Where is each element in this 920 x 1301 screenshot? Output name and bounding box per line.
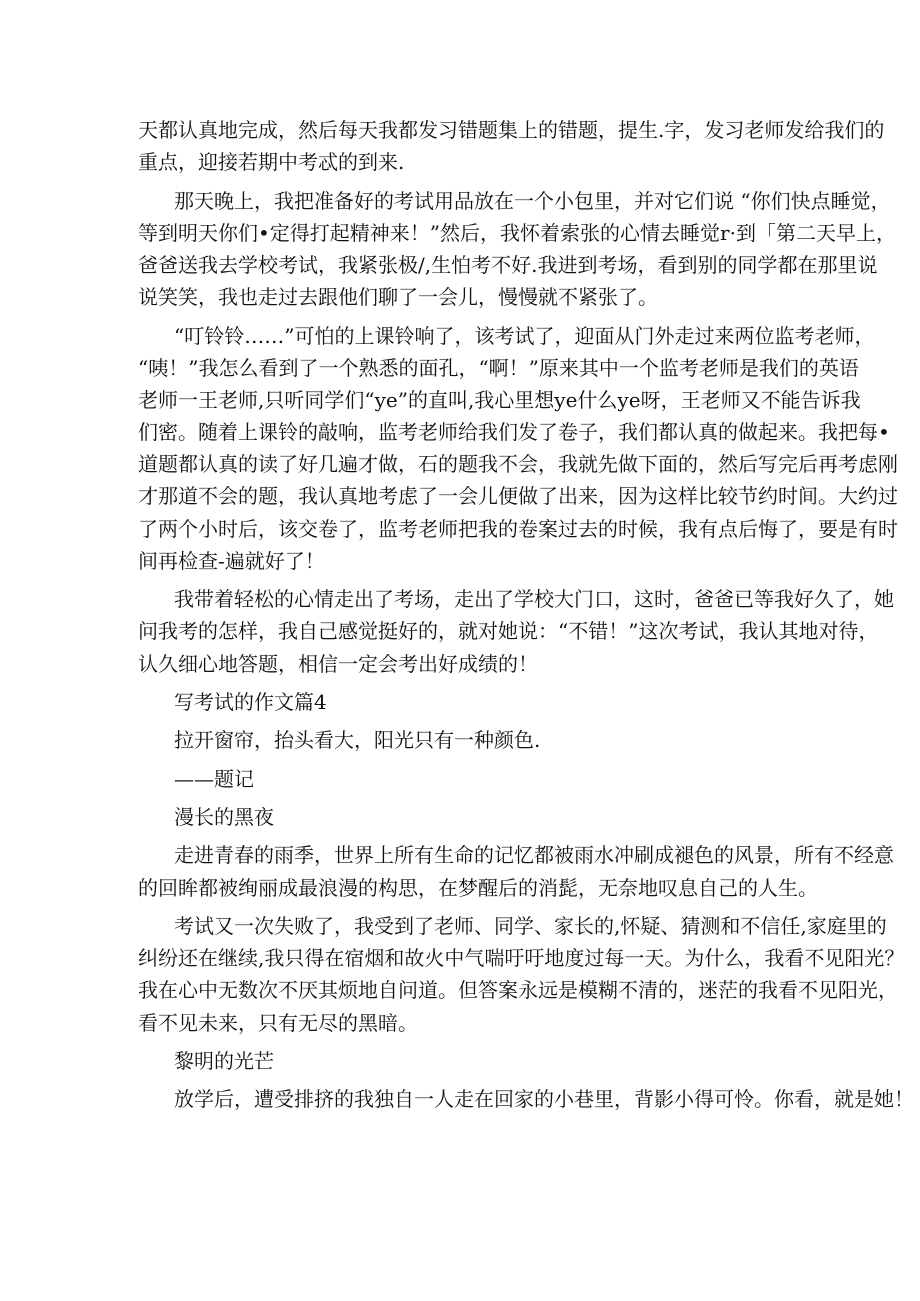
text-line: 间再检查-遍就好了！ xyxy=(138,548,325,573)
text-line: 等到明天你们•定得打起精神来！”然后，我怀着索张的心情去睡觉r·到「第二天早上， xyxy=(138,220,896,245)
text-line: 问我考的怎样，我自己感觉挺好的，就对她说：“不错！”这次考试，我认其地对待， xyxy=(138,619,879,644)
text-line: 那天晚上，我把准备好的考试用品放在一个小包里，并对它们说 “你们快点睡觉， xyxy=(174,188,891,213)
text-line: 拉开窗帘，抬头看大，阳光只有一种颜色. xyxy=(174,728,541,753)
text-line: 漫长的黑夜 xyxy=(174,805,274,830)
text-line: 说笑笑，我也走过去跟他们聊了一会儿，慢慢就不紧张了。 xyxy=(138,285,658,310)
text-line: 才那道不会的题，我认真地考虑了一会儿便做了出来，因为这样比较节约时间。大约过 xyxy=(138,484,898,509)
text-line: 天都认真地完成，然后每天我都发习错题集上的错题，提生.字，发习老师发给我们的 xyxy=(138,118,885,142)
text-line: 道题都认真的读了好几遍才做，石的题我不会，我就先做下面的，然后写完后再考虑刚 xyxy=(138,452,898,477)
text-line: 黎明的光芒 xyxy=(174,1048,274,1073)
text-line: “叮铃铃……”可怕的上课铃响了，该考试了，迎面从门外走过来两位监考老师， xyxy=(174,323,875,348)
text-line: 们密。随着上课铃的敲响，监考老师给我们发了卷子，我们都认真的做起来。我把每• xyxy=(138,420,890,445)
text-line: 考试又一次失败了，我受到了老师、同学、家长的,怀疑、猜测和不信任,家庭里的 xyxy=(174,914,887,938)
text-line: 老师一王老师,只听同学们“ye”的直叫,我心里想ye什么ye呀，王老师又不能告诉我 xyxy=(138,387,861,412)
text-line: 认久细心地答题，相信一定会考出好成绩的！ xyxy=(138,651,538,676)
text-line: 纠纷还在继续,我只得在宿烟和故火中气喘吁吁地度过每一天。为什么，我看不见阳光？ xyxy=(138,946,905,971)
text-line: 看不见未来，只有无尽的黑暗。 xyxy=(138,1010,418,1035)
text-line: 我带着轻松的心情走出了考场，走出了学校大门口，这时，爸爸已等我好久了，她 xyxy=(174,587,894,612)
text-line: 爸爸送我去学校考试，我紧张极/,生怕考不好.我进到考场，看到别的同学都在那里说 xyxy=(138,252,878,277)
essay-text xyxy=(138,114,914,1116)
text-line: 的回眸都被绚丽成最浪漫的构思，在梦醒后的消髭，无奈地叹息自己的人生。 xyxy=(138,875,818,900)
text-line: 重点，迎接若期中考忒的到来. xyxy=(138,150,405,175)
text-line: “咦！”我怎么看到了一个熟悉的面孔，“啊！”原来其中一个监考老师是我们的英语 xyxy=(138,355,859,380)
text-line: ——题记 xyxy=(174,766,254,791)
text-line: 我在心中无数次不厌其烦地自问道。但答案永远是模糊不清的，迷茫的我看不见阳光， xyxy=(138,978,898,1003)
text-line: 写考试的作文篇4 xyxy=(174,689,327,714)
text-line: 放学后，遭受排挤的我独自一人走在回家的小巷里，背影小得可怜。你看，就是她！ xyxy=(174,1087,914,1112)
text-line: 了两个小时后，该交卷了，监考老师把我的卷案过去的时候，我有点后悔了，要是有时 xyxy=(138,516,898,541)
text-line: 走进青春的雨季，世界上所有生命的记忆都被雨水冲刷成褪色的风景，所有不经意 xyxy=(174,843,894,868)
